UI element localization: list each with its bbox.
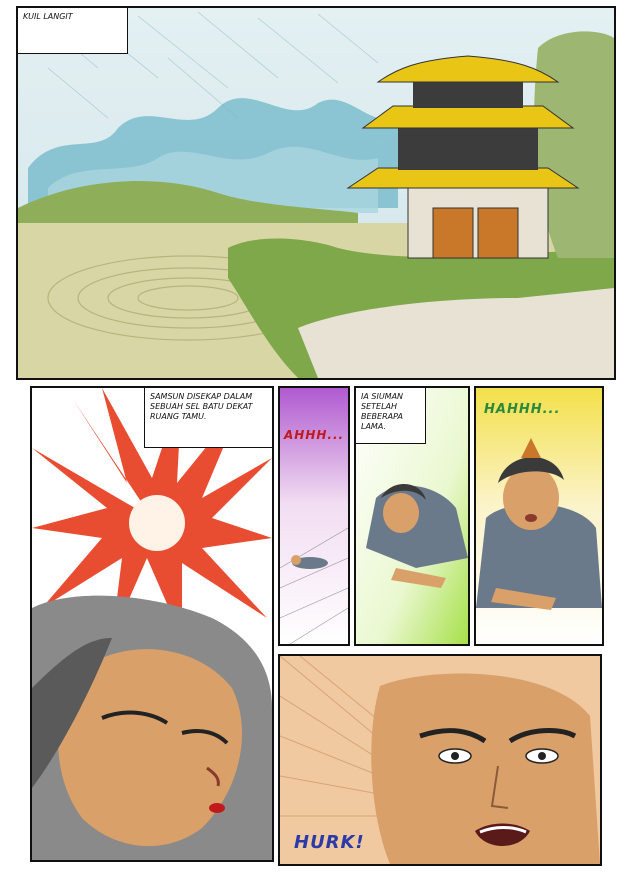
caption-imprisoned: SAMSUN DISEKAP DALAM SEBUAH SEL BATU DEKAT RUANG TAMU. (144, 388, 272, 448)
caption-awakened: IA SIUMAN SETELAH BEBERAPA LAMA. (356, 388, 426, 444)
panel-hahhh (474, 386, 604, 646)
panel-ahhh (278, 386, 350, 646)
hahhh-panel-art (476, 388, 602, 644)
ahhh-panel-art (280, 388, 348, 644)
panel-hurk-closeup (278, 654, 602, 866)
sfx-ahhh: AHHH... (284, 428, 345, 442)
sfx-hahhh: HAHHH... (484, 402, 561, 417)
flame-burst-art (32, 388, 272, 860)
panel-waking (354, 386, 470, 646)
panel-flame-burst (30, 386, 274, 862)
panel-temple-landscape (16, 6, 616, 380)
sfx-hurk: HURK! (294, 832, 365, 853)
angry-face-icon (371, 674, 600, 864)
temple-landscape-art (18, 8, 614, 378)
caption-location: KUIL LANGIT (18, 8, 128, 54)
